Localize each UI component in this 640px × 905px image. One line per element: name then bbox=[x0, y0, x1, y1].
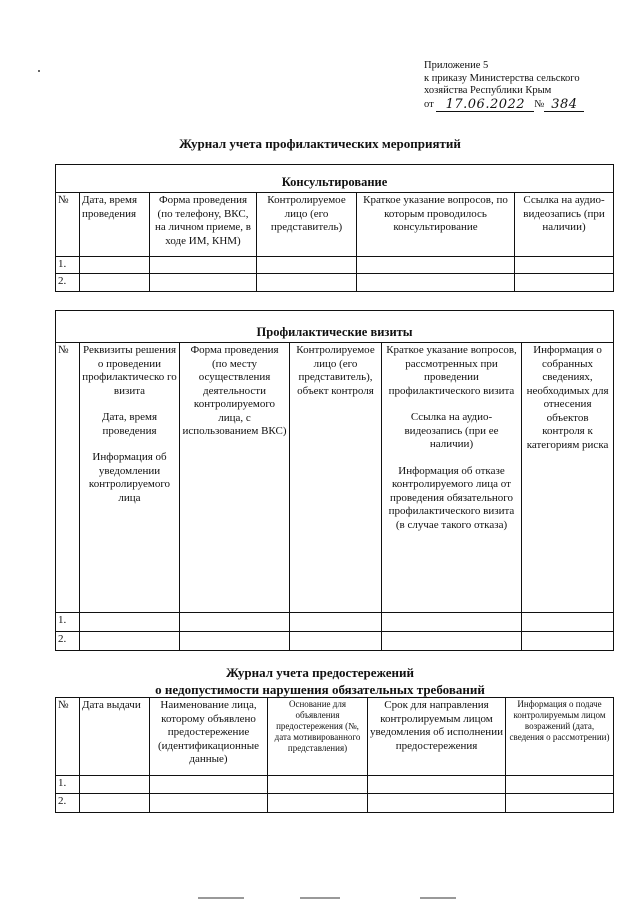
table-row bbox=[56, 613, 614, 632]
row-number: 1. bbox=[56, 613, 80, 632]
notification-text: Информация об уведомлении контролируемого лица bbox=[88, 451, 171, 504]
col-issue-date: Дата выдачи bbox=[80, 698, 150, 776]
table-row bbox=[56, 776, 614, 794]
col-person: Контролируемое лицо (его представитель) bbox=[257, 193, 357, 257]
col-requisites bbox=[80, 343, 180, 613]
consultation-section-title: Консультирование bbox=[56, 165, 614, 193]
row-number: 1. bbox=[56, 776, 80, 794]
col-brief bbox=[382, 343, 522, 613]
refusal-text: Информация об отказе контролируемого лица от проведения обязательного профилактического визита (в случае такого отказа) bbox=[388, 464, 515, 531]
appendix-block bbox=[424, 60, 624, 112]
table-row bbox=[56, 257, 614, 274]
col-number: № bbox=[56, 193, 80, 257]
journal-title: Журнал учета профилактических мероприятий bbox=[179, 136, 461, 151]
table-row bbox=[56, 274, 614, 292]
col-risk-info: Информация о собранных сведениях, необходимых для отнесения объектов контроля к категориям риска bbox=[522, 343, 614, 613]
scan-mark bbox=[300, 897, 340, 899]
col-form: Форма проведения (по телефону, ВКС, на личном приеме, в ходе ИМ, КНМ) bbox=[150, 193, 257, 257]
table-row bbox=[56, 632, 614, 651]
col-form: Форма проведения (по месту осуществления деятельности контролируемого лица, с использованием ВКС) bbox=[180, 343, 290, 613]
appendix-line-3: хозяйства Республики Крым bbox=[424, 85, 552, 96]
order-number: 384 bbox=[544, 98, 584, 112]
order-date: 17.06.2022 bbox=[436, 98, 534, 112]
col-person: Контролируемое лицо (его представитель), объект контроля bbox=[290, 343, 382, 613]
col-questions: Краткое указание вопросов, по которым проводилось консультирование bbox=[357, 193, 515, 257]
row-number: 2. bbox=[56, 632, 80, 651]
brief-text: Краткое указание вопросов, рассмотренных при проведении профилактического визита bbox=[386, 344, 517, 397]
warnings-table bbox=[55, 697, 614, 813]
row-number: 2. bbox=[56, 274, 80, 292]
col-grounds: Основание для объявления предостережения (№, дата мотивированного представления) bbox=[268, 698, 368, 776]
col-recording: Ссылка на аудио-видеозапись (при наличии) bbox=[515, 193, 614, 257]
col-objections: Информация о подаче контролируемым лицом возражений (дата, сведения о рассмотрении) bbox=[506, 698, 614, 776]
col-deadline: Срок для направления контролируемым лицом уведомления об исполнении предостережения bbox=[368, 698, 506, 776]
from-label: от bbox=[424, 99, 434, 110]
warnings-journal-title-2: о недопустимости нарушения обязательных требований bbox=[155, 682, 485, 697]
appendix-line-1: Приложение 5 bbox=[424, 60, 489, 71]
order-date-number bbox=[424, 98, 624, 112]
consultation-table bbox=[55, 164, 614, 292]
col-datetime: Дата, время проведения bbox=[80, 193, 150, 257]
number-label: № bbox=[534, 99, 545, 110]
datetime-text: Дата, время проведения bbox=[101, 411, 158, 437]
recording-text: Ссылка на аудио-видеозапись (при ее наличии) bbox=[404, 411, 499, 450]
col-person-name: Наименование лица, которому объявлено предостережение (идентификационные данные) bbox=[150, 698, 268, 776]
warnings-journal-title-1: Журнал учета предостережений bbox=[226, 665, 414, 680]
scan-mark bbox=[198, 897, 244, 899]
row-number: 2. bbox=[56, 794, 80, 813]
table-row bbox=[56, 794, 614, 813]
preventive-visits-table bbox=[55, 310, 614, 651]
col-number: № bbox=[56, 698, 80, 776]
scan-speck bbox=[38, 70, 40, 72]
appendix-line-2: к приказу Министерства сельского bbox=[424, 72, 580, 84]
requisites-text: Реквизиты решения о проведении профилактическо го визита bbox=[82, 344, 177, 397]
scan-mark bbox=[420, 897, 456, 899]
visits-section-title: Профилактические визиты bbox=[56, 311, 614, 343]
row-number: 1. bbox=[56, 257, 80, 274]
col-number: № bbox=[56, 343, 80, 613]
